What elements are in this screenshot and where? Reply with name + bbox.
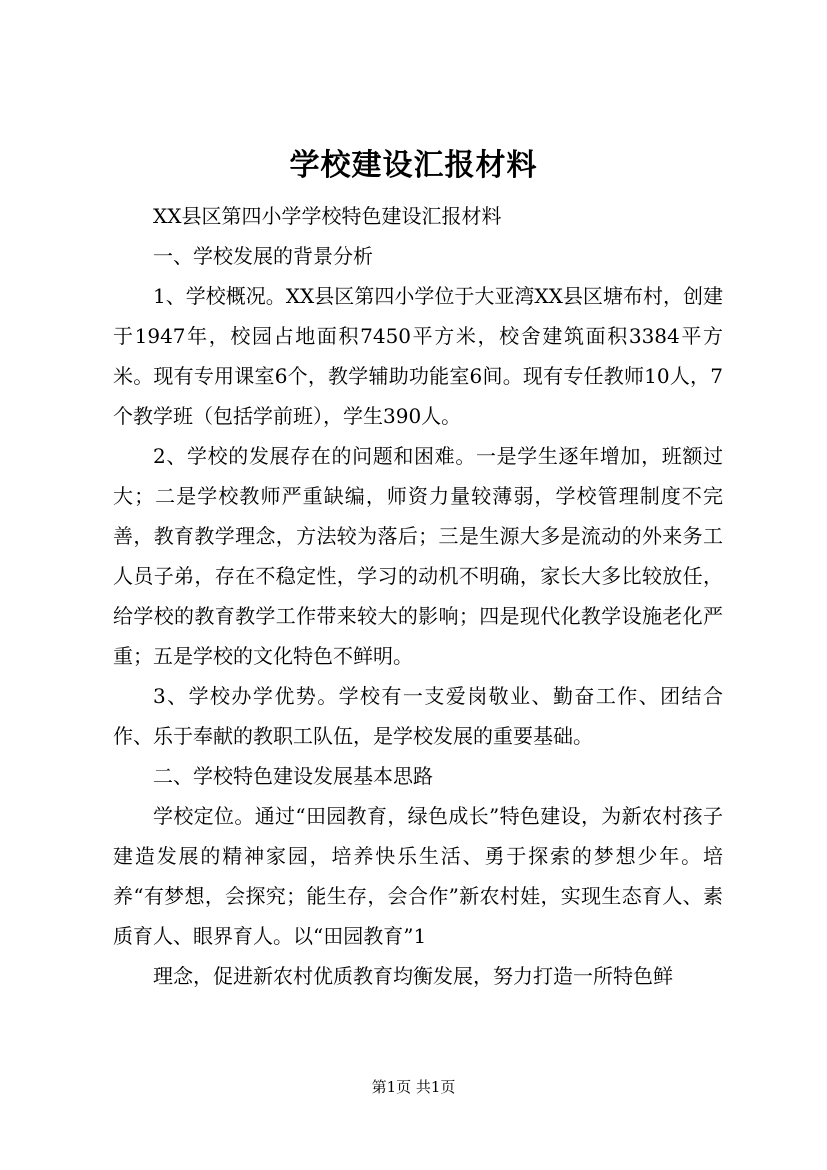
page-footer: 第1页 共1页 (371, 1078, 456, 1096)
section-heading-2: 二、学校特色建设发展基本思路 (153, 764, 433, 788)
paragraph-problems: 2、学校的发展存在的问题和困难。一是学生逐年增加，班额过大；二是学校教师严重缺编，师资力量较薄弱，学校管理制度不完善，教育教学理念，方法较为落后；三是生源大多是流动的外来务工人员子弟，存在不稳定性，学习的动机不明确，家长大多比较放任，给学校的教育教学工作带来较大的影响；四是现代化教学设施老化严重；五是学校的文化特色不鲜明。 (113, 444, 723, 668)
paragraph-advantages: 3、学校办学优势。学校有一支爱岗敬业、勤奋工作、团结合作、乐于奉献的教职工队伍，是学校发展的重要基础。 (113, 684, 723, 748)
paragraph-school-overview: 1、学校概况。XX县区第四小学位于大亚湾XX县区塘布村，创建于1947年，校园占地面积7450平方米，校舍建筑面积3384平方米。现有专用课室6个，教学辅助功能室6间。现有专任教师10人，7个教学班（包括学前班），学生390人。 (113, 284, 723, 428)
document-body (113, 196, 723, 996)
paragraph-positioning: 学校定位。通过“田园教育，绿色成长”特色建设，为新农村孩子建造发展的精神家园，培养快乐生活、勇于探索的梦想少年。培养“有梦想，会探究；能生存，会合作”新农村娃，实现生态育人、素质育人、眼界育人。以“田园教育”1 (113, 804, 723, 948)
subtitle-paragraph: XX县区第四小学学校特色建设汇报材料 (153, 204, 502, 228)
document-title: 学校建设汇报材料 (289, 148, 538, 183)
paragraph-continuation: 理念，促进新农村优质教育均衡发展，努力打造一所特色鲜 (153, 964, 673, 988)
section-heading-1: 一、学校发展的背景分析 (153, 244, 373, 268)
